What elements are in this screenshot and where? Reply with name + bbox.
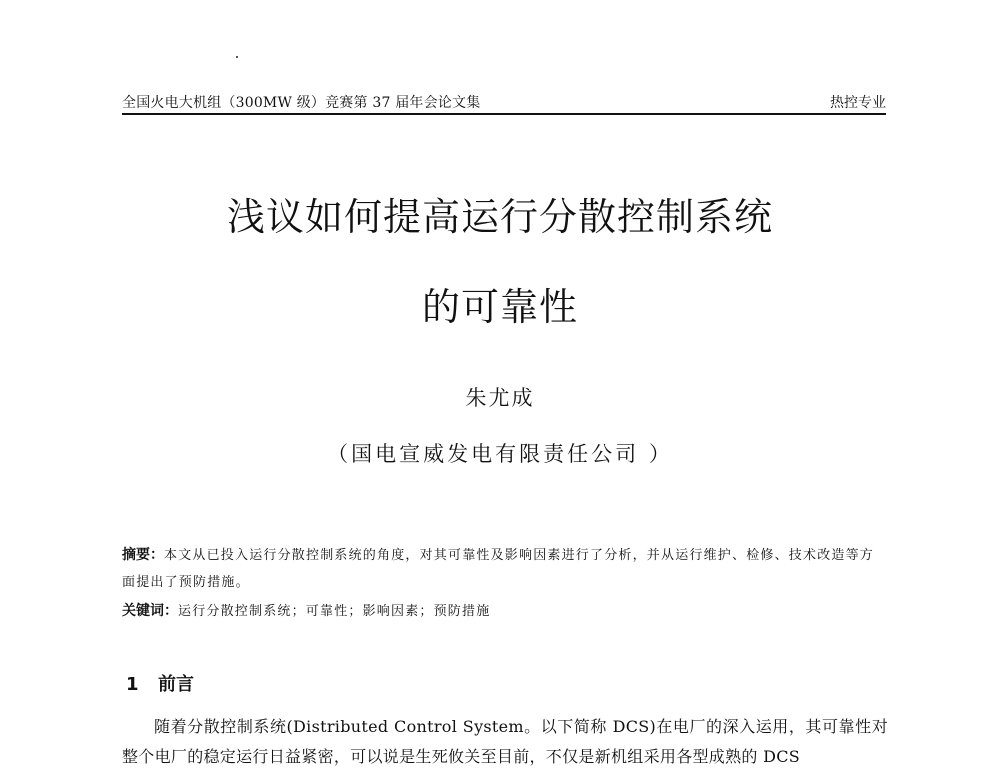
keywords-label: 关键词： xyxy=(122,603,178,619)
section-title: 前言 xyxy=(158,674,194,695)
section-number: 1 xyxy=(126,674,139,695)
header-rule xyxy=(122,113,886,115)
proceedings-title: 全国火电大机组（300MW 级）竞赛第 37 届年会论文集 xyxy=(122,95,481,111)
abstract-text: 本文从已投入运行分散控制系统的角度，对其可靠性及影响因素进行了分析，并从运行维护、检修、技术改造等方面提出了预防措施。 xyxy=(122,548,875,590)
keywords xyxy=(122,600,888,623)
author-name: 朱尤成 xyxy=(465,386,535,410)
abstract-label: 摘要： xyxy=(122,547,164,563)
section-heading xyxy=(126,670,194,696)
keywords-text: 运行分散控制系统；可靠性；影响因素；预防措施 xyxy=(178,604,491,619)
section-category: 热控专业 xyxy=(830,95,886,111)
scan-speck xyxy=(236,56,238,58)
author-affiliation: （国电宣威发电有限责任公司 ） xyxy=(327,442,673,466)
abstract xyxy=(122,542,888,596)
paper-title-line-1: 浅议如何提高运行分散控制系统 xyxy=(226,195,773,239)
body-paragraph: 随着分散控制系统(Distributed Control System。以下简称 DCS)在电厂的深入运用，其可靠性对整个电厂的稳定运行日益紧密，可以说是生死攸关至目前，不仅是新机组采用各型成熟的 DCS xyxy=(122,717,888,766)
running-header xyxy=(122,90,886,114)
paper-title-line-2: 的可靠性 xyxy=(421,285,578,329)
